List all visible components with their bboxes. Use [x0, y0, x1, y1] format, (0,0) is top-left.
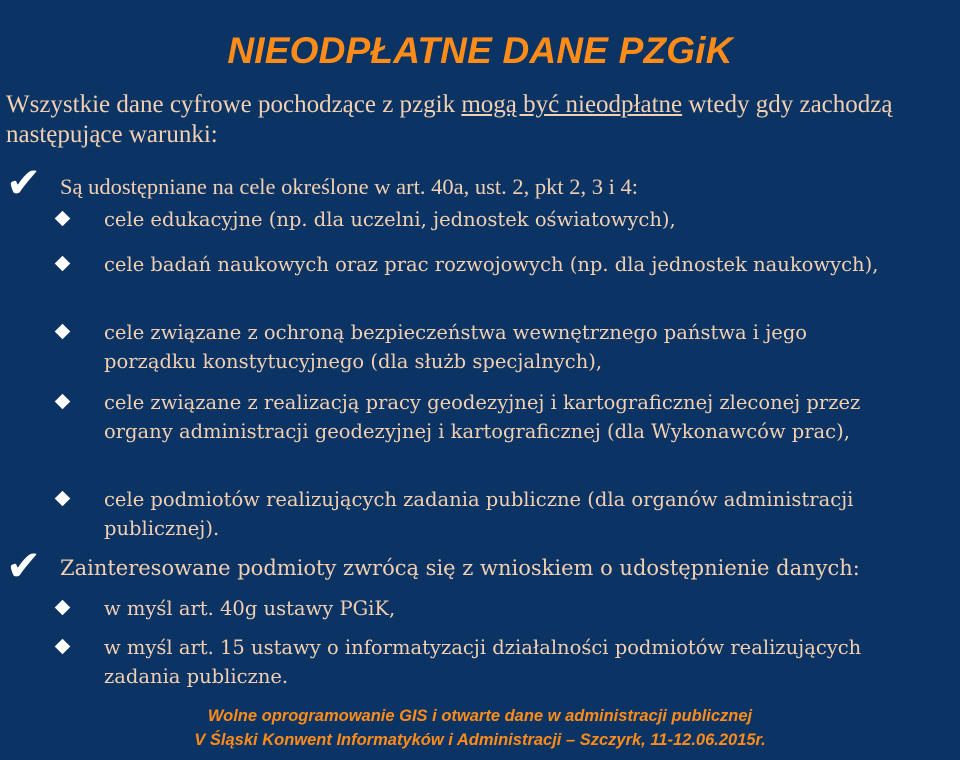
- diamond-bullet-icon: [55, 324, 71, 340]
- intro-part1: Wszystkie dane cyfrowe pochodzące z pzgik: [6, 91, 462, 118]
- footer-line-2: V Śląski Konwent Informatyków i Administracji – Szczyrk, 11-12.06.2015r.: [194, 731, 766, 749]
- diamond-bullet-icon: [55, 600, 71, 616]
- condition-1-item-1: cele edukacyjne (np. dla uczelni, jednostek oświatowych),: [104, 208, 676, 231]
- condition-2-item-2: w myśl art. 15 ustawy o informatyzacji działalności podmiotów realizujących zadania publiczne.: [104, 636, 862, 688]
- diamond-bullet-icon: [55, 211, 71, 227]
- checkmark-icon: ✔: [6, 158, 42, 207]
- diamond-bullet-icon: [55, 256, 71, 272]
- condition-1-item-3: cele związane z ochroną bezpieczeństwa wewnętrznego państwa i jego porządku konstytucyjnego (dla służb specjalnych),: [104, 321, 808, 373]
- footer-line-1: Wolne oprogramowanie GIS i otwarte dane w administracji publicznej: [207, 707, 753, 725]
- checkmark-icon: ✔: [6, 541, 42, 590]
- diamond-bullet-icon: [55, 639, 71, 655]
- condition-1-item-2: cele badań naukowych oraz prac rozwojowych (np. dla jednostek naukowych),: [104, 253, 879, 276]
- diamond-bullet-icon: [55, 491, 71, 507]
- condition-1-item-5: cele podmiotów realizujących zadania publiczne (dla organów administracji publicznej).: [104, 488, 854, 540]
- condition-2-text: Zainteresowane podmioty zwrócą się z wnioskiem o udostępnienie danych:: [60, 556, 860, 580]
- intro-underlined: mogą być nieodpłatne: [461, 91, 683, 118]
- condition-2-item-1: w myśl art. 40g ustawy PGiK,: [104, 597, 396, 620]
- condition-1-item-4: cele związane z realizacją pracy geodezyjnej i kartograficznej zleconej przez organy administracji geodezyjnej i kartograficznej (dla Wykonawców prac),: [104, 391, 861, 443]
- diamond-bullet-icon: [55, 394, 71, 410]
- slide-title: NIEODPŁATNE DANE PZGiK: [227, 30, 733, 71]
- intro-text: [6, 90, 946, 150]
- intro-part2: wtedy gdy zachodzą następujące warunki:: [6, 91, 893, 148]
- condition-1-text: Są udostępniane na cele określone w art. 40a, ust. 2, pkt 2, 3 i 4:: [60, 174, 638, 199]
